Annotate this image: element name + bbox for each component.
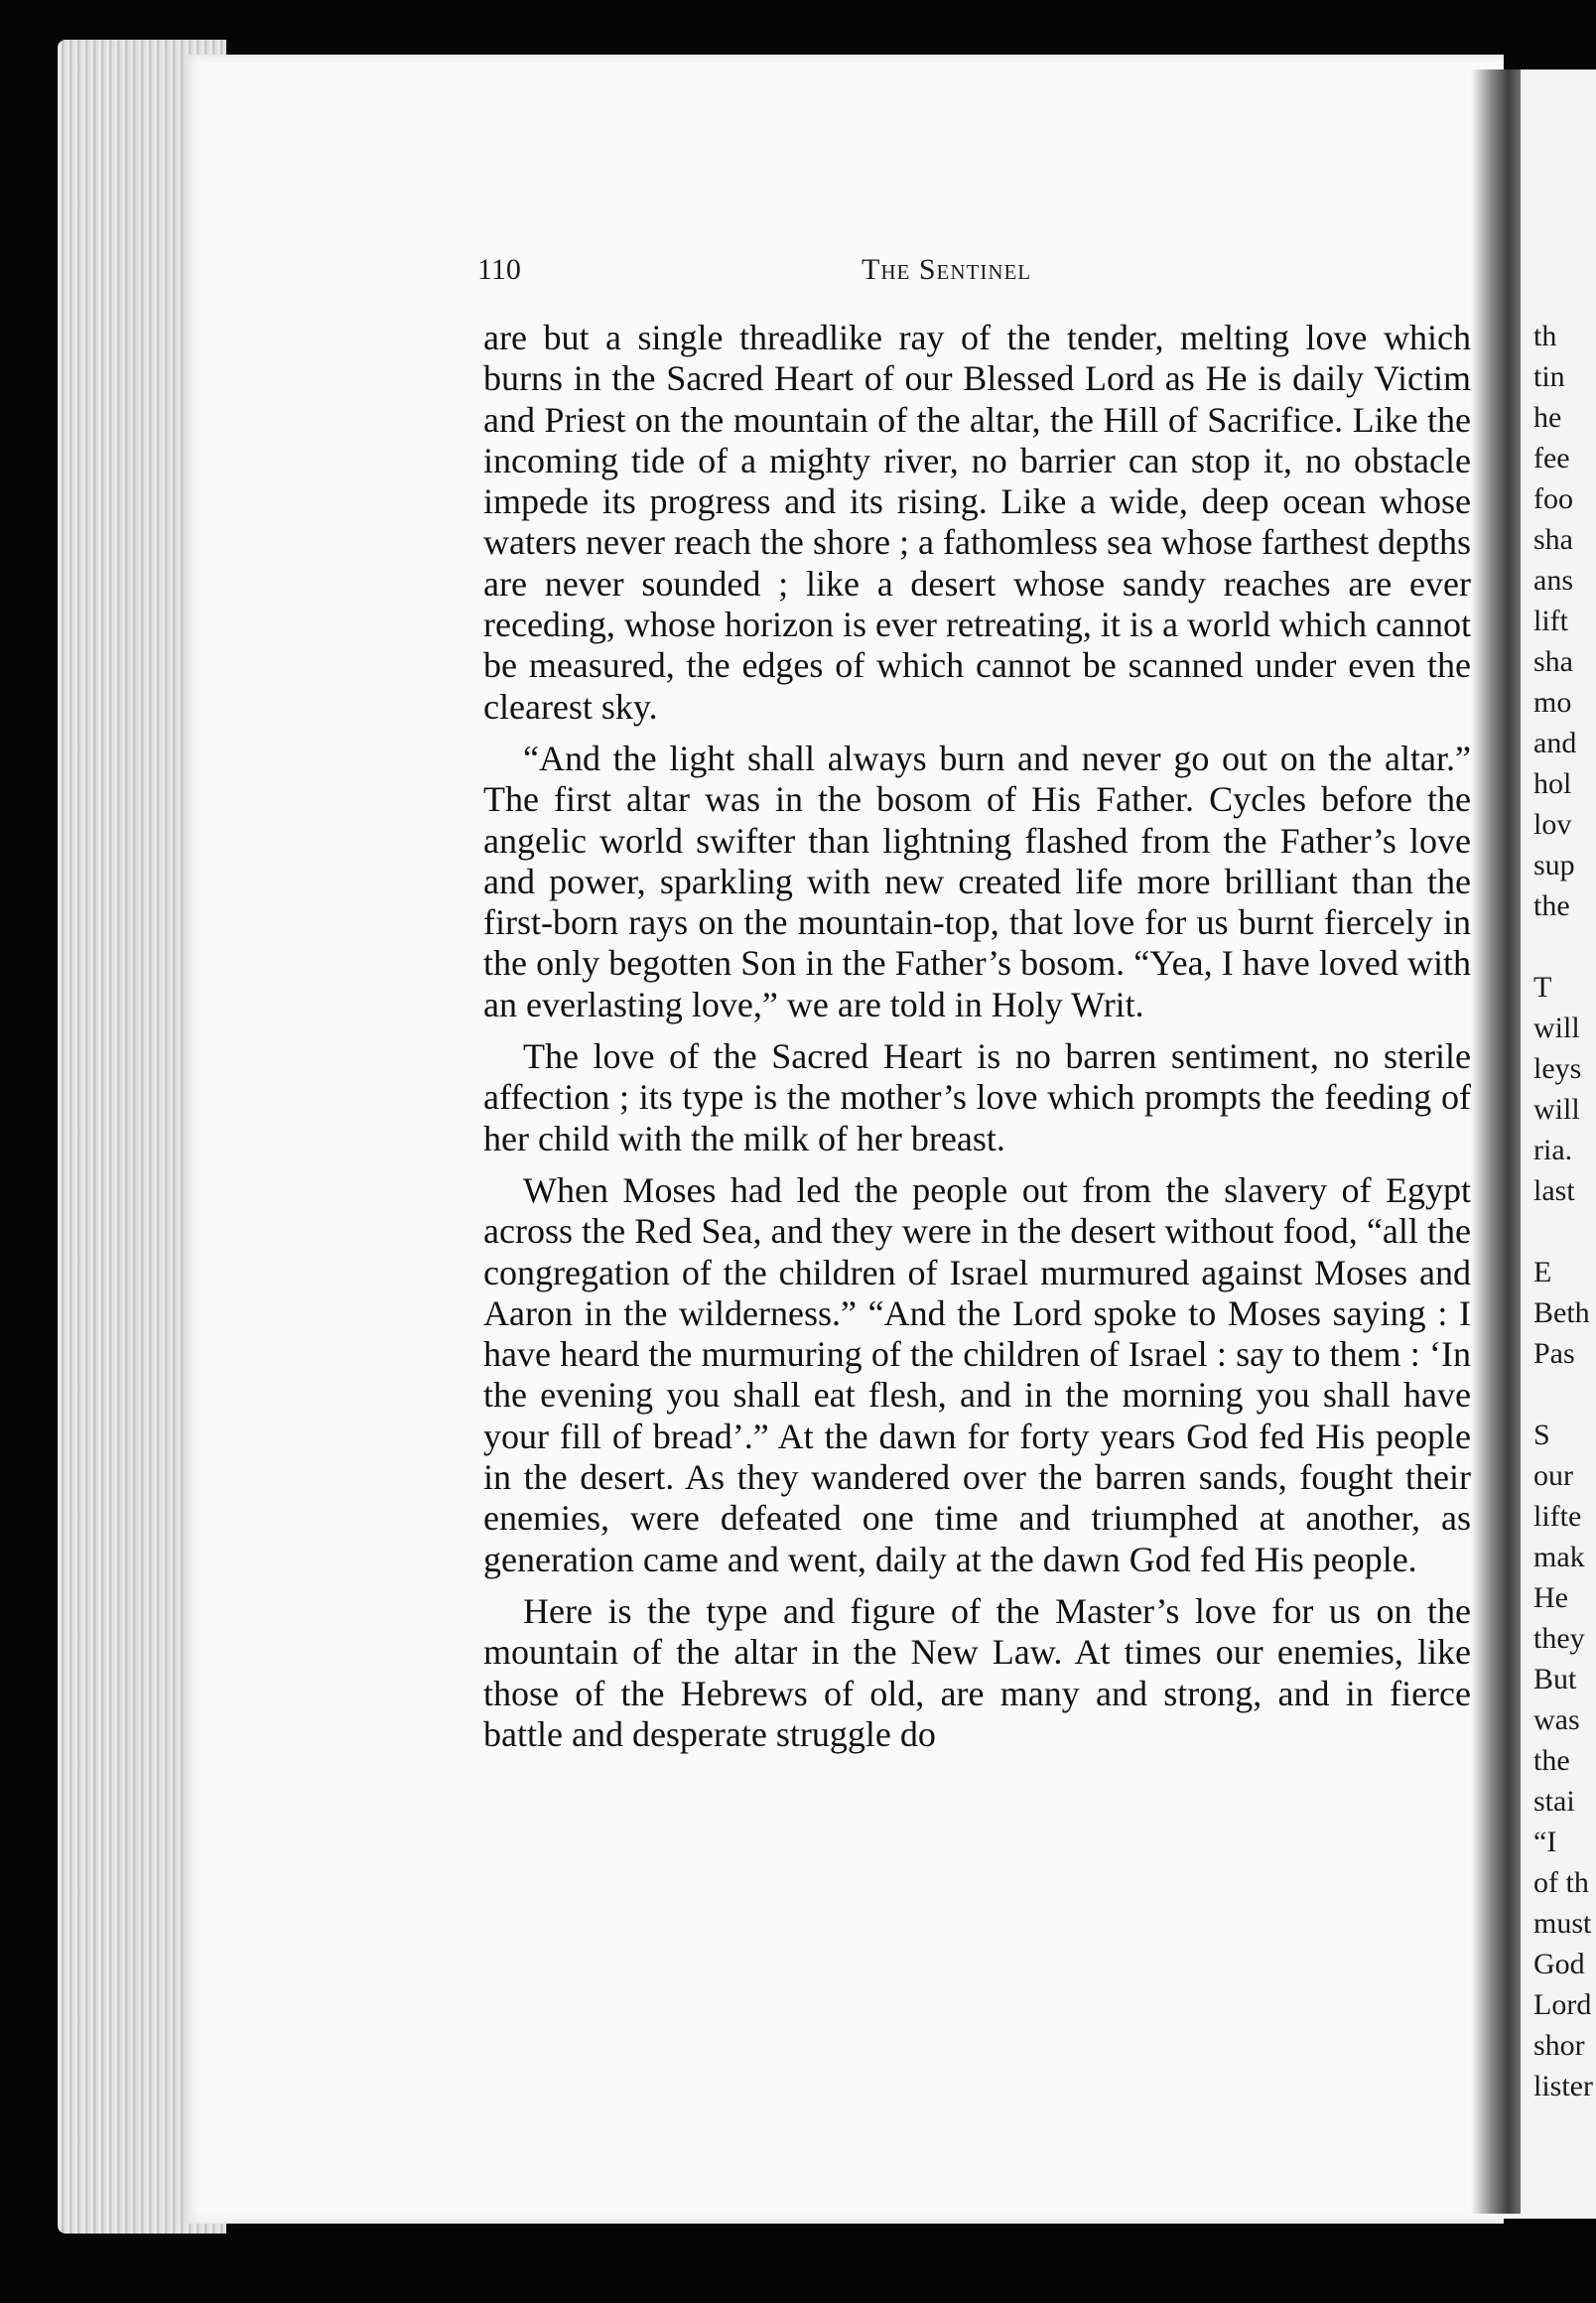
facing-page-line: the: [1533, 1744, 1570, 1777]
facing-page-line: th: [1533, 320, 1557, 352]
facing-page-line: must: [1533, 1907, 1592, 1940]
facing-page-line: Lord: [1533, 1988, 1592, 2021]
paragraph: When Moses had led the people out from the slavery of Egypt across the Red Sea, and they were in the desert without food, “all the congregation of the children of Israel murmured against Moses and Aaron in the wilderness.” “And the Lord spoke to Moses saying : I have heard the murmuring of the children of Israel : say to them : ‘In the evening you shall eat flesh, and in the morning you shall have your fill of bread’.” At the dawn for forty years God fed His people in the desert. As they wandered over the barren sands, fought their enemies, were defeated one time and triumphed at another, as generation came and went, daily at the dawn God fed His people.: [483, 1169, 1471, 1579]
facing-page-line: they: [1533, 1622, 1585, 1655]
facing-page-line: S: [1533, 1419, 1550, 1451]
facing-page-line: our: [1533, 1459, 1573, 1492]
facing-page-line: sha: [1533, 645, 1573, 678]
facing-page-line: will: [1533, 1093, 1580, 1126]
facing-page-line: leys: [1533, 1052, 1582, 1085]
facing-page-line: He: [1533, 1581, 1568, 1614]
facing-page-line: [1533, 926, 1596, 967]
facing-page-line: he: [1533, 401, 1562, 434]
facing-page-line: lifte: [1533, 1500, 1582, 1533]
facing-page-line: was: [1533, 1703, 1580, 1736]
facing-page-line: of th: [1533, 1866, 1589, 1899]
book-gutter: [1471, 69, 1521, 2214]
facing-page-line: will: [1533, 1012, 1580, 1044]
facing-page-line: stai: [1533, 1785, 1575, 1818]
facing-page-line: last: [1533, 1174, 1575, 1207]
facing-page-line: fee: [1533, 442, 1570, 474]
facing-page-line: sup: [1533, 849, 1575, 881]
facing-page-line: E: [1533, 1256, 1552, 1288]
running-header: [477, 253, 1470, 293]
paragraph: “And the light shall always burn and never go out on the altar.” The first altar was in the bosom of His Father. Cycles before the angelic world swifter than lightning flashed from the Father’s love and power, sparkling with new created life more brilliant than the first-born rays on the mountain-top, that love for us burnt fiercely in the only begotten Son in the Father’s bosom. “Yea, I have loved with an everlasting love,” we are told in Holy Writ.: [483, 738, 1471, 1024]
facing-page-line: ans: [1533, 564, 1573, 597]
facing-page-line: ria.: [1533, 1134, 1573, 1166]
facing-page-line: God: [1533, 1948, 1585, 1980]
facing-page-text: [1533, 316, 1596, 2106]
article-body: [483, 318, 1471, 1766]
paragraph: Here is the type and figure of the Master’s love for us on the mountain of the altar in the New Law. At times our enemies, like those of the Hebrews of old, are many and strong, and in fierce battle and desperate struggle do: [483, 1590, 1471, 1754]
journal-title: The Sentinel: [862, 253, 1032, 286]
paragraph: The love of the Sacred Heart is no barren sentiment, no sterile affection ; its type is the mother’s love which prompts the feeding of her child with the milk of her breast.: [483, 1036, 1471, 1158]
facing-page-line: tin: [1533, 360, 1565, 393]
facing-page-line: [1533, 1374, 1596, 1415]
facing-page-line: lister: [1533, 2070, 1593, 2102]
facing-page-line: T: [1533, 971, 1552, 1004]
facing-page-line: [1533, 1211, 1596, 1252]
facing-page-line: Pas: [1533, 1337, 1575, 1370]
facing-page-line: mak: [1533, 1541, 1585, 1573]
facing-page-line: and: [1533, 727, 1577, 759]
facing-page-line: mo: [1533, 686, 1572, 719]
page-number: 110: [477, 253, 521, 286]
facing-page-line: lift: [1533, 605, 1568, 637]
facing-page-line: Beth: [1533, 1296, 1590, 1329]
facing-page-line: But: [1533, 1663, 1577, 1695]
facing-page-line: “I: [1533, 1826, 1557, 1858]
facing-page-line: the: [1533, 889, 1570, 922]
facing-page-line: sha: [1533, 523, 1573, 556]
facing-page-line: shor: [1533, 2029, 1585, 2062]
paragraph: are but a single threadlike ray of the tender, melting love which burns in the Sacred Heart of our Blessed Lord as He is daily Victim and Priest on the mountain of the altar, the Hill of Sacrifice. Like the incoming tide of a mighty river, no barrier can stop it, no obstacle impede its progress and its rising. Like a wide, deep ocean whose waters never reach the shore ; a fathomless sea whose farthest depths are never sounded ; like a desert whose sandy reaches are ever receding, whose horizon is ever retreating, it is a world which cannot be measured, the edges of which cannot be scanned under even the clearest sky.: [483, 318, 1471, 727]
facing-page-line: foo: [1533, 482, 1573, 515]
facing-page-line: hol: [1533, 767, 1572, 800]
facing-page-line: lov: [1533, 808, 1572, 841]
